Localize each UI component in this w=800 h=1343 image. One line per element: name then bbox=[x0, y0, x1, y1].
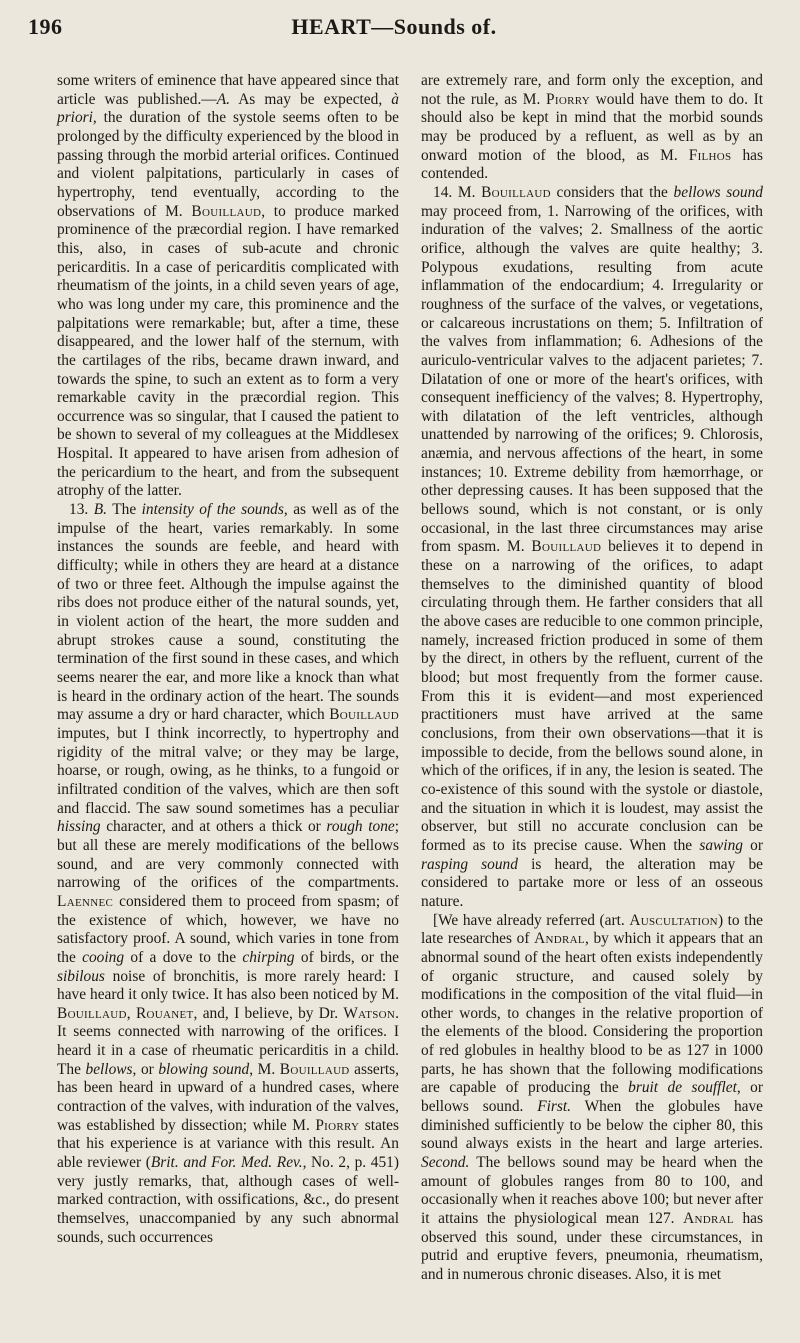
left-column bbox=[57, 72, 399, 1247]
page-number: 196 bbox=[28, 14, 63, 39]
paragraph: [We have already referred (art. Auscultation) to the late researches of Andral, by which it appears that an abnormal sound of the heart often exists independently of organic structure, and caused solely by modifications in the composition of the vital fluid—in other words, to changes in the relative proportion of the elements of the blood. Considering the proportion of red globules in healthy blood to be as 127 in 1000 parts, he has shown that the following modifications are capable of producing the bruit de soufflet, or bellows sound. First. When the globules have diminished sufficiently to be below the cipher 80, this sound always exists in the heart and large arteries. Second. The bellows sound may be heard when the amount of globules ranges from 80 to 100, and occasionally when it reaches above 100; but never after it attains the physiological mean 127. Andral has observed this sound, under these circumstances, in putrid and eruptive fevers, pneumonia, rheumatism, and in numerous chronic diseases. Also, it is met bbox=[421, 911, 763, 1283]
page-header bbox=[28, 10, 760, 44]
running-title: HEART—Sounds of. bbox=[291, 14, 497, 39]
right-column bbox=[421, 72, 763, 1285]
paragraph: 13. B. The intensity of the sounds, as well as of the impulse of the heart, varies remarkably. In some instances the sounds are feeble, and heard with difficulty; while in others they are heard at a distance of two or three feet. Although the impulse against the ribs does not produce either of the natural sounds, yet, in violent action of the heart, the more sudden and abrupt strokes cause a sound, constituting the termination of the first sound in these cases, and which seems nearer the ear, and more like a knock than what is heard in the ordinary action of the heart. The sounds may assume a dry or hard character, which Bouillaud imputes, but I think incorrectly, to hypertrophy and rigidity of the mitral valve; or they may be large, hoarse, or rough, owing, as he thinks, to a fungoid or infiltrated condition of the valves, which are then soft and flaccid. The saw sound sometimes has a peculiar hissing character, and at others a thick or rough tone; but all these are merely modifications of the bellows sound, and are very commonly connected with narrowing of the orifices of the compartments. Laennec considered them to proceed from spasm; of the existence of which, however, we have no satisfactory proof. A sound, which varies in tone from the cooing of a dove to the chirping of birds, or the sibilous noise of bronchitis, is more rarely heard: I have heard it only twice. It has also been noticed by M. Bouillaud, Rouanet, and, I believe, by Dr. Watson. It seems connected with narrowing of the orifices. I heard it in a case of rheumatic pericarditis in a child. The bellows, or blowing sound, M. Bouillaud asserts, has been heard in upward of a hundred cases, where contraction of the valves, with induration of the valves, was established by dissection; while M. Piorry states that his experience is at variance with this result. An able reviewer (Brit. and For. Med. Rev., No. 2, p. 451) very justly remarks, that, although cases of well-marked contraction, with ossifications, &c., do present themselves, unaccompanied by any such abnormal sounds, such occurrences bbox=[57, 501, 400, 1246]
paragraph: are extremely rare, and form only the exception, and not the rule, as M. Piorry would have them to do. It should also be kept in mind that the morbid sounds may be produced by a refluent, as well as by an onward motion of the blood, as M. Filhos has contended. bbox=[421, 72, 764, 183]
paragraph: 14. M. Bouillaud considers that the bellows sound may proceed from, 1. Narrowing of the orifices, with induration of the valves; 2. Smallness of the aortic orifice, although the valves are quite healthy; 3. Polypous exudations, resulting from acute inflammation of the endocardium; 4. Irregularity or roughness of the surface of the valves, or vegetations, or calcareous incrustations on them; 5. Infiltration of the valves from inflammation; 6. Adhesions of the auriculo-ventricular valves to the adjacent parietes; 7. Dilatation of one or more of the heart's orifices, with consequent inefficiency of the valves; 8. Hypertrophy, with dilatation of the left ventricles, although unattended by narrowing of the orifices; 9. Chlorosis, anæmia, and nervous affections of the heart, in some instances; 10. Extreme debility from hæmorrhage, or other depressing causes. It has been supposed that the bellows sound, which is not constant, or is only occasional, in the last three circumstances may arise from spasm. M. Bouillaud believes it to depend in these on a narrowing of the orifices, to adapt themselves to the diminished quantity of blood circulating through them. He farther considers that all the above cases are reducible to one common principle, namely, increased friction produced in some of them by the direct, in others by the refluent, current of the blood; but most frequently from the former cause. From this it is evident—and most experienced practitioners must have arrived at the same conclusions, from their own observations—that it is impossible to decide, from the bellows sound alone, in which of the orifices, if in any, the lesion is seated. The co-existence of this sound with the systole or diastole, and the situation in which it is loudest, may assist the observer, but still no accurate conclusion can be formed as to its precise cause. When the sawing or rasping sound is heard, the alteration may be considered to partake more or less of an osseous nature. bbox=[421, 183, 764, 910]
paragraph: some writers of eminence that have appeared since that article was published.—A. As may be expected, à priori, the duration of the systole seems often to be prolonged by the difficulty experienced by the blood in passing through the morbid arterial orifices. Continued and violent palpitations, particularly in cases of hypertrophy, tend eventually, according to the observations of M. Bouillaud, to produce marked prominence of the præcordial region. I have remarked this, also, in cases of sub-acute and chronic pericarditis. In a case of pericarditis complicated with rheumatism of the joints, in a child seven years of age, who was long under my care, this prominence and the palpitations were remarkable; but, after a time, these disappeared, and the lower half of the sternum, with the cartilages of the ribs, became drawn inward, and towards the spine, to such an extent as to form a very remarkable cavity in the præcordial region. This occurrence was so singular, that I caused the patient to be shown to several of my colleagues at the Middlesex Hospital. It appeared to have arisen from adhesion of the pericardium to the heart, and from the subsequent atrophy of the latter. bbox=[57, 72, 399, 500]
